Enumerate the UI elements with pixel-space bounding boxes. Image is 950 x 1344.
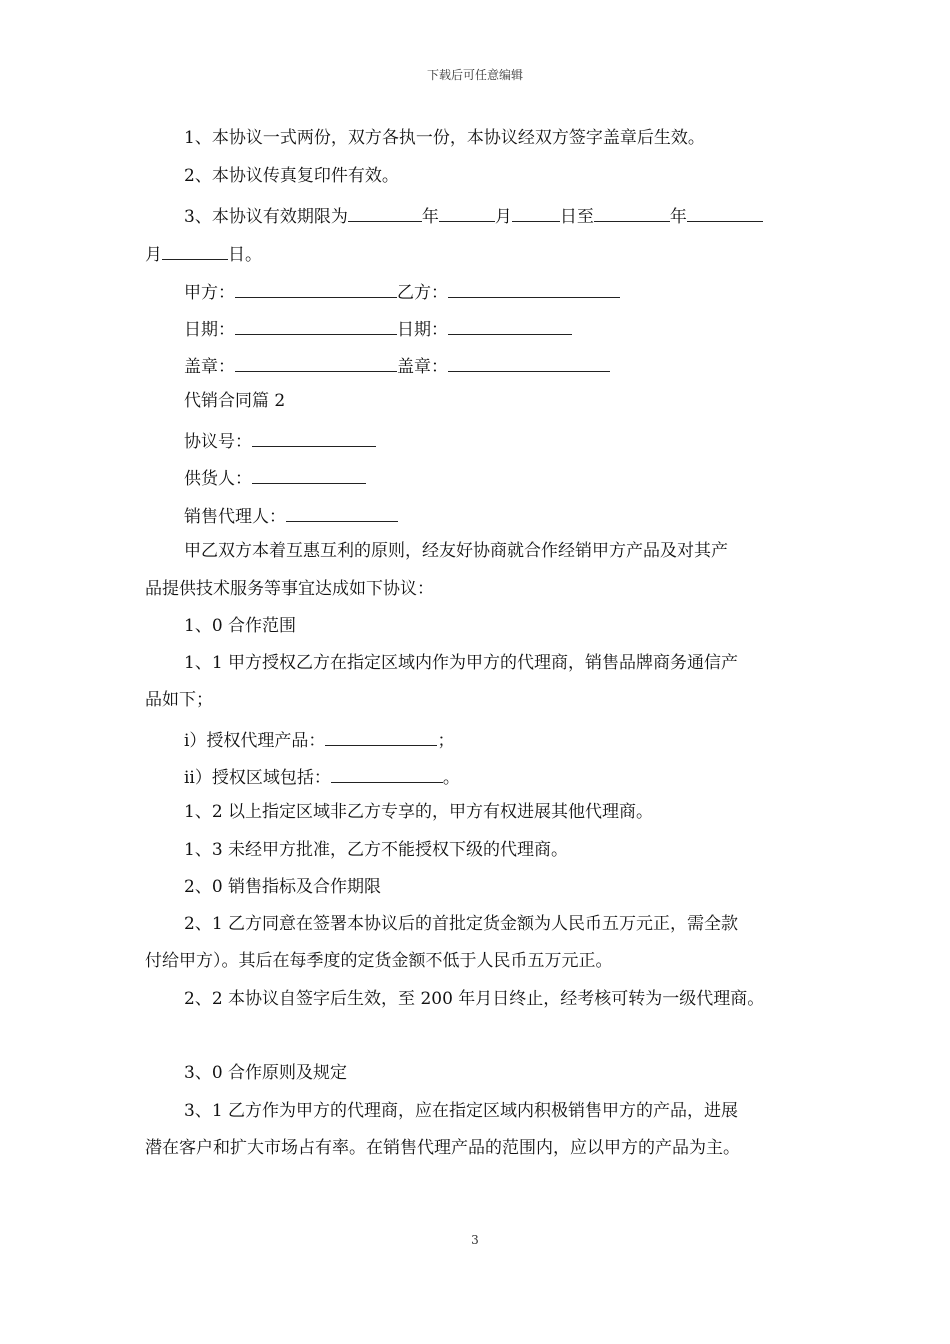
section-title: 代销合同篇 2 — [184, 391, 286, 411]
item-i-end: ； — [437, 731, 455, 751]
item-i-label: i）授权代理产品： — [184, 731, 326, 751]
day-label: 日。 — [228, 245, 262, 265]
clause-1: 1、本协议一式两份，双方各执一份，本协议经双方签字盖章后生效。 — [184, 128, 705, 148]
date-row — [184, 317, 572, 340]
clause-1-1-line-1: 1、1 甲方授权乙方在指定区域内作为甲方的代理商，销售品牌商务通信产 — [184, 653, 739, 673]
party-a-field[interactable] — [235, 280, 397, 298]
clause-2: 2、本协议传真复印件有效。 — [184, 166, 399, 186]
clause-2-1-line-1: 2、1 乙方同意在签署本协议后的首批定货金额为人民币五万元正，需全款 — [184, 914, 739, 934]
seal-b-label: 盖章： — [397, 357, 448, 377]
blank-field[interactable] — [512, 204, 560, 222]
heading-2-0: 2、0 销售指标及合作期限 — [184, 877, 382, 897]
item-ii-label: ii）授权区域包括： — [184, 768, 331, 788]
agreement-no-row — [184, 429, 376, 452]
agreement-no-field[interactable] — [252, 429, 376, 447]
clause-3-1-line-1: 3、1 乙方作为甲方的代理商，应在指定区域内积极销售甲方的产品，进展 — [184, 1101, 739, 1121]
seal-b-field[interactable] — [448, 354, 610, 372]
clause-3 — [184, 204, 763, 227]
party-a-label: 甲方： — [184, 283, 235, 303]
supplier-label: 供货人： — [184, 469, 252, 489]
page-header: 下载后可任意编辑 — [426, 68, 523, 82]
clause-1-1-line-2: 品如下； — [145, 690, 213, 710]
agreement-no-label: 协议号： — [184, 432, 252, 452]
blank-field[interactable] — [687, 204, 763, 222]
heading-1-0: 1、0 合作范围 — [184, 616, 297, 636]
sales-agent-label: 销售代理人： — [184, 507, 286, 527]
blank-field[interactable] — [439, 204, 495, 222]
seal-a-field[interactable] — [235, 354, 397, 372]
date-b-label: 日期： — [397, 320, 448, 340]
clause-3-1-line-2: 潜在客户和扩大市场占有率。在销售代理产品的范围内，应以甲方的产品为主。 — [145, 1138, 740, 1158]
month-label: 月 — [145, 245, 162, 265]
date-a-field[interactable] — [235, 317, 397, 335]
clause-2-1-line-2: 付给甲方）。其后在每季度的定货金额不低于人民币五万元正。 — [145, 951, 613, 971]
party-b-label: 乙方： — [397, 283, 448, 303]
blank-field[interactable] — [348, 204, 422, 222]
page-number: 3 — [471, 1233, 479, 1247]
day-to-label: 日至 — [559, 207, 594, 227]
clause-1-2: 1、2 以上指定区域非乙方专享的，甲方有权进展其他代理商。 — [184, 802, 654, 822]
sales-agent-row — [184, 504, 398, 527]
date-b-field[interactable] — [448, 317, 572, 335]
party-b-field[interactable] — [448, 280, 620, 298]
year-label: 年 — [669, 207, 687, 227]
blank-field[interactable] — [162, 242, 228, 260]
supplier-field[interactable] — [252, 466, 366, 484]
item-ii-row — [184, 765, 460, 788]
sales-agent-field[interactable] — [286, 504, 398, 522]
intro-line-2: 品提供技术服务等事宜达成如下协议： — [145, 579, 434, 599]
clause-1-3: 1、3 未经甲方批准，乙方不能授权下级的代理商。 — [184, 840, 569, 860]
blank-field[interactable] — [594, 204, 670, 222]
item-ii-field[interactable] — [331, 765, 443, 783]
clause-3-cont — [145, 242, 262, 265]
item-ii-end: 。 — [442, 768, 460, 788]
seal-a-label: 盖章： — [184, 357, 235, 377]
item-i-field[interactable] — [325, 728, 437, 746]
supplier-row — [184, 466, 366, 489]
date-a-label: 日期： — [184, 320, 235, 340]
seal-row — [184, 354, 610, 377]
year-label: 年 — [421, 207, 439, 227]
heading-3-0: 3、0 合作原则及规定 — [184, 1063, 348, 1083]
intro-line-1: 甲乙双方本着互惠互利的原则，经友好协商就合作经销甲方产品及对其产 — [184, 541, 728, 561]
clause-2-2: 2、2 本协议自签字后生效，至 200 年月日终止，经考核可转为一级代理商。 — [184, 989, 765, 1009]
clause-3-text: 3、本协议有效期限为 — [184, 207, 348, 227]
item-i-row — [184, 728, 454, 751]
party-row — [184, 280, 620, 303]
month-label: 月 — [494, 207, 512, 227]
